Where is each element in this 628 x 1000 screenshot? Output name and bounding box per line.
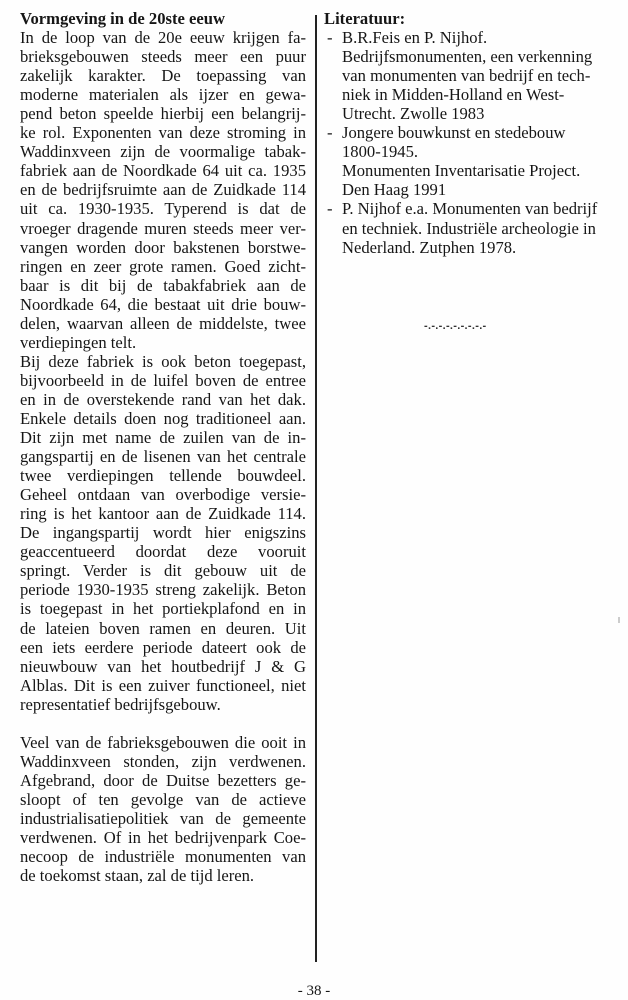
text-line: Enkele details doen nog traditioneel aan.: [20, 408, 306, 428]
paragraph-2: [20, 352, 306, 714]
list-bullet: -: [327, 123, 333, 143]
text-line: springt. Verder is dit gebouw uit de: [20, 561, 306, 581]
text-line: bijvoorbeeld in de luifel boven de entree: [20, 370, 306, 390]
paragraph-1: [20, 28, 306, 352]
text-line: necoop de industriële monumenten van: [20, 847, 306, 867]
list-bullet: -: [327, 199, 333, 219]
column-divider: [315, 15, 317, 962]
text-line: van monumenten van bedrijf en tech-: [342, 66, 591, 86]
text-line: twee verdiepingen tellende bouwdeel.: [20, 466, 306, 486]
text-line: ke rol. Exponenten van deze stroming in: [20, 123, 306, 143]
literature-item: [324, 199, 614, 256]
text-line: een iets eerdere periode dateert ook de: [20, 637, 306, 657]
text-line: ringen en zeer grote ramen. Goed zicht-: [20, 256, 306, 276]
text-line: periode 1930-1935 streng zakelijk. Beton: [20, 580, 306, 600]
text-line: baar is dit bij de tabakfabriek aan de: [20, 275, 306, 295]
paragraph-gap: [20, 714, 306, 733]
text-line: De ingangspartij wordt hier enigszins: [20, 523, 306, 543]
text-line: vangen worden door bakstenen borstwe-: [20, 237, 306, 257]
text-line: 1800-1945.: [342, 142, 419, 162]
text-line: B.R.Feis en P. Nijhof.: [342, 28, 488, 48]
text-line: ring is het kantoor aan de Zuidkade 114.: [20, 504, 306, 524]
text-line: verdiepingen telt.: [20, 332, 137, 352]
text-line: Dit zijn met name de zuilen van de in-: [20, 428, 306, 448]
section-separator: -.-.-.-.-.-.-.-.-: [424, 320, 487, 332]
text-line: In de loop van de 20e eeuw krijgen fa-: [20, 28, 306, 48]
text-line: Nederland. Zutphen 1978.: [342, 237, 517, 257]
literature-item: [324, 123, 614, 199]
text-line: P. Nijhof e.a. Monumenten van bedrijf: [342, 199, 598, 219]
text-line: Veel van de fabrieksgebouwen die ooit in: [20, 732, 306, 752]
text-line: delen, waarvan alleen de middelste, twee: [20, 313, 306, 333]
text-line: representatief bedrijfsgebouw.: [20, 694, 221, 714]
text-line: gangspartij en de lisenen van het centrale: [20, 447, 306, 467]
text-line: Waddinxveen zijn de voormalige tabak-: [20, 142, 306, 162]
text-line: pend beton speelde hierbij een belangrij-: [20, 104, 306, 124]
text-line: brieksgebouwen steeds meer een puur: [20, 47, 306, 67]
text-line: moderne materialen als ijzer en gewa-: [20, 85, 306, 105]
literature-item: [324, 28, 614, 123]
text-line: en techniek. Industriële archeologie in: [342, 218, 596, 238]
text-line: Alblas. Dit is een zuiver functioneel, niet: [20, 675, 306, 695]
text-line: nieuwbouw van het houtbedrijf J & G: [20, 656, 306, 676]
list-bullet: -: [327, 28, 333, 48]
text-line: Bij deze fabriek is ook beton toegepast,: [20, 351, 306, 371]
text-line: Monumenten Inventarisatie Project.: [342, 161, 581, 181]
literature-heading: Literatuur:: [324, 9, 406, 28]
text-line: zakelijk karakter. De toepassing van: [20, 66, 306, 86]
text-line: Afgebrand, door de Duitse bezetters ge-: [20, 770, 306, 790]
text-line: industrialisatiepolitiek van de gemeente: [20, 808, 306, 828]
text-line: sloopt of ten gevolge van de actieve: [20, 789, 306, 809]
text-line: en in de overstekende rand van het dak.: [20, 389, 306, 409]
text-line: fabriek aan de Noordkade 64 uit ca. 1935: [20, 161, 306, 181]
text-line: de toekomst staan, zal de tijd leren.: [20, 866, 255, 886]
text-line: verdwenen. Of in het bedrijvenpark Coe-: [20, 828, 306, 848]
text-line: uit ca. 1930-1935. Typerend is dat de: [20, 199, 306, 219]
text-line: is toegepast in het portiekplafond en in: [20, 599, 306, 619]
text-line: geaccentueerd doordat deze vooruit: [20, 542, 306, 562]
scan-artifact: [618, 617, 620, 623]
text-line: Waddinxveen stonden, zijn verdwenen.: [20, 751, 306, 771]
text-line: de lateien boven ramen en deuren. Uit: [20, 618, 306, 638]
text-line: niek in Midden-Holland en West-: [342, 85, 565, 105]
text-line: Den Haag 1991: [342, 180, 447, 200]
paragraph-3: [20, 733, 306, 885]
section-heading: Vormgeving in de 20ste eeuw: [20, 9, 225, 28]
text-line: Utrecht. Zwolle 1983: [342, 104, 485, 124]
text-line: en de bedrijfsruimte aan de Zuidkade 114: [20, 180, 306, 200]
text-line: Geheel ontdaan van overbodige versie-: [20, 485, 306, 505]
text-line: Jongere bouwkunst en stedebouw: [342, 123, 566, 143]
right-column: [324, 9, 614, 257]
text-line: Bedrijfsmonumenten, een verkenning: [342, 47, 593, 67]
text-line: Noordkade 64, die bestaat uit drie bouw-: [20, 294, 306, 314]
page-number: - 38 -: [297, 983, 331, 999]
text-line: vroeger dragende muren steeds meer ver-: [20, 218, 306, 238]
left-column: [20, 9, 306, 885]
